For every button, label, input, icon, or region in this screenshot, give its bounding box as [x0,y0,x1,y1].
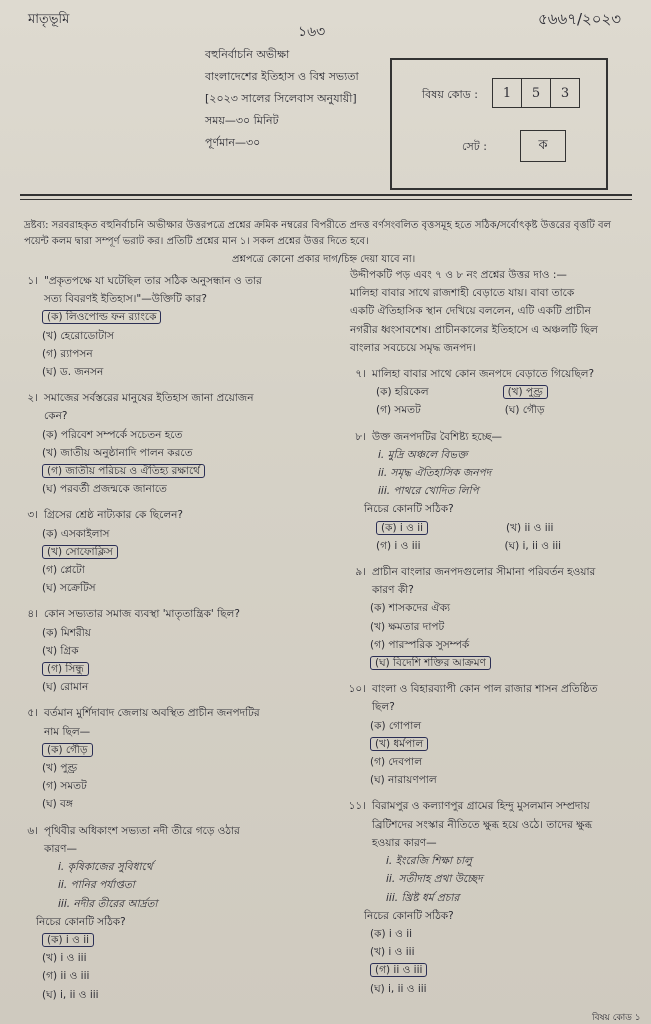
option: (ক) শাসকদের ঐক্য [370,602,451,615]
page-number: ১৬৩ [298,24,326,40]
question: ৫। বর্তমান মুর্শিদাবাদ জেলায় অবস্থিত প্রাচীন জনপদটির [27,707,260,720]
option: (ঘ) নারায়ণপাল [370,774,437,787]
question: ৯। প্রাচীন বাংলার জনপদগুলোর সীমানা পরিবর্তন হওয়ার [355,566,596,579]
note: প্রশ্নপত্রে কোনো প্রকার দাগ/চিহ্ন দেয়া যাবে না। [232,254,416,265]
option: (খ) পুণ্ড্র [42,762,78,775]
option: (ঘ) রোমান [42,681,89,694]
option: (গ) ii ও iii [42,970,90,983]
option: (খ) i ও iii [370,946,415,959]
question: ৭। মালিহা বাবার সাথে কোন জনপদে বেড়াতে গিয়েছিল? [355,368,595,381]
question: ৪। কোন সভ্যতার সমাজ ব্যবস্থা 'মাতৃতান্ত্রিক' ছিল? [27,608,240,621]
subject-code-digit: 1 [493,79,522,107]
option: (গ) সমতট [42,780,87,793]
newspaper-name: মাতৃভূমি [28,12,70,27]
option: (গ) র‍্যাপসন [42,347,93,360]
option: (ঘ) i, ii ও iii [370,982,427,995]
subject-code [492,78,580,108]
option: (ঘ) i, ii ও iii [42,988,99,1001]
option: (ক) i ও ii [370,927,413,940]
question: ৩। গ্রিসের শ্রেষ্ঠ নাট্যকার কে ছিলেন? [27,509,183,522]
instructions: দ্রষ্টব্য: সরবরাহকৃত বহুনির্বাচনি অভীক্ষার উত্তরপত্রে প্রশ্নের ক্রমিক নম্বরের বিপরীতে প্রদত্ত বর্ণসংবলিত বৃত্তসমূহ হতে সঠিক/সর্বোৎকৃষ্ট উত্তরের বৃত্তটি বল পয়েন্ট কলম দ্বারা সম্পূর্ণ ভরাট কর। প্রতিটি প্রশ্নের মান ১। সকল প্রশ্নের উত্তর দিতে হবে। [24,220,612,247]
option: (ক) গৌড় [8,741,330,759]
option: (গ) ii ও iii [336,961,646,979]
option: (ক) লিওপোল্ড ফন র‍্যাংকে [8,308,330,326]
option: (ঘ) ড. জনসন [42,366,104,379]
option: (খ) সোফোক্লিস [8,543,330,561]
option: (খ) i ও iii [42,952,87,965]
set-label: সেট : [462,140,487,153]
divider [20,194,632,196]
option: (খ) গ্রিক [42,644,79,657]
option: (ঘ) বঙ্গ [42,798,73,811]
option: (ঘ) সক্রেটিস [42,582,96,595]
exam-title: বহুনির্বাচনি অভীক্ষা [205,48,290,61]
option: (গ) i ও iii (ঘ) i, ii ও iii [376,539,562,552]
option: (ক) i ও ii [8,931,330,949]
corner-note: বিষয় কোড ১ [592,1013,641,1023]
set-value: ক [520,130,566,162]
question: ৬। পৃথিবীর অধিকাংশ সভ্যতা নদী তীরে গড়ে ওঠার [27,824,240,837]
option: (ঘ) বিদেশি শক্তির আক্রমণ [336,654,646,672]
option: (খ) হেরোডোটাস [42,329,114,342]
question: ৮। উক্ত জনপদটির বৈশিষ্ট্য হচ্ছে— [355,430,503,443]
option: (ক) গোপাল [370,719,422,732]
option: (ক) হরিকেল (খ) পুণ্ড্র [336,383,646,401]
option: (খ) ধর্মপাল [336,735,646,753]
option: (খ) ক্ষমতার দাপট [370,620,445,633]
divider [20,199,632,200]
option: (ক) i ও ii (খ) ii ও iii [336,519,646,537]
code-box [390,58,608,190]
exam-subject: বাংলাদেশের ইতিহাস ও বিশ্ব সভ্যতা [205,70,359,83]
subject-code-label: বিষয় কোড : [422,88,478,101]
exam-marks: পূর্ণমান—৩০ [205,136,261,149]
option: (গ) পারস্পরিক সুসম্পর্ক [370,638,470,651]
passage-line: নগরীর ধ্বংসাবশেষ। প্রাচীনকালের ইতিহাসে এ অঞ্চলটি ছিল [350,323,598,336]
option: (ঘ) পরবর্তী প্রজন্মকে জানাতে [42,483,167,496]
option: (গ) সমতট (ঘ) গৌড় [376,404,545,417]
option: (গ) প্লেটো [42,564,85,577]
question: ১০। বাংলা ও বিহারব্যাপী কোন পাল রাজার শাসন প্রতিষ্ঠিত [348,683,598,696]
option: (গ) সিন্ধু [8,660,330,678]
exam-info [205,44,395,154]
question: ২। সমাজের সর্বস্তরের মানুষের ইতিহাস জানা প্রয়োজন [27,392,254,405]
option: (ক) মিশরীয় [42,626,91,639]
question: ১১। বিরামপুর ও কল্যাণপুর গ্রামের হিন্দু মুসলমান সম্প্রদায় [348,800,590,813]
reference-number: ৫৬৬৭/২০২৩ [538,10,622,28]
passage-line: মালিহা বাবার সাথে রাজশাহী বেড়াতে যায়। বাবা তাকে [350,287,575,300]
subject-code-digit: 5 [522,79,551,107]
stimulus-stem: উদ্দীপকটি পড় এবং ৭ ও ৮ নং প্রশ্নের উত্তর দাও :— [350,269,567,281]
subject-code-digit: 3 [560,85,570,101]
option: (ক) এসকাইলাস [42,527,110,540]
exam-time: সময়—৩০ মিনিট [205,114,279,127]
exam-syllabus: [২০২৩ সালের সিলেবাস অনুযায়ী] [205,92,357,105]
passage-line: বাংলার সবচেয়ে সমৃদ্ধ জনপদ। [350,341,476,354]
option: (গ) জাতীয় পরিচয় ও ঐতিহ্য রক্ষার্থে [8,462,330,480]
question: ১। "প্রকৃতপক্ষে যা ঘটেছিল তার সঠিক অনুসন্ধান ও তার [27,275,262,287]
left-column: ১। "প্রকৃতপক্ষে যা ঘটেছিল তার সঠিক অনুসন্ধান ও তার সত্য বিবরণই ইতিহাস।"—উক্তিটি কার? (ক) লিওপোল্ড ফন র‍্যাংকে (খ) হেরোডোটাস (গ) র‍্যাপসন (ঘ) ড. জনসন ২। সমাজের সর্বস্তরের মানুষের ইতিহাস জানা প্রয়োজন কেন? (ক) পরিবেশ সম্পর্কে সচেতন হতে (খ) জাতীয় অনুষ্ঠানাদি পালন করতে (গ) জাতীয় পরিচয় ও ঐতিহ্য রক্ষার্থে (ঘ) পরবর্তী প্রজন্মকে জানাতে ৩। গ্রিসের শ্রেষ্ঠ নাট্যকার কে ছিলেন? (ক) এসকাইলাস (খ) সোফোক্লিস (গ) প্লেটো (ঘ) সক্রেটিস ৪। কোন সভ্যতার সমাজ ব্যবস্থা 'মাতৃতান্ত্রিক' ছিল? (ক) মিশরীয় (খ) গ্রিক (গ) সিন্ধু (ঘ) রোমান ৫। বর্তমান মুর্শিদাবাদ জেলায় অবস্থিত প্রাচীন জনপদটির নাম ছিল— (ক) গৌড় (খ) পুণ্ড্র (গ) সমতট (ঘ) বঙ্গ ৬। পৃথিবীর অধিকাংশ সভ্যতা নদী তীরে গড়ে ওঠার কারণ— i. কৃষিকাজের সুবিধার্থে ii. পানির পর্যাপ্ততা iii. নদীর তীরের আর্দ্রতা নিচের কোনটি সঠিক? (ক) i ও ii (খ) i ও iii (গ) ii ও iii (ঘ) i, ii ও iii [8,272,330,1004]
option: (খ) জাতীয় অনুষ্ঠানাদি পালন করতে [42,446,193,459]
option: (গ) দেবপাল [370,756,423,769]
option: (ক) পরিবেশ সম্পর্কে সচেতন হতে [42,428,183,441]
right-column: উদ্দীপকটি পড় এবং ৭ ও ৮ নং প্রশ্নের উত্তর দাও :— মালিহা বাবার সাথে রাজশাহী বেড়াতে যায়। বাবা তাকে একটি ঐতিহাসিক স্থান দেখিয়ে বললেন, এটি একটি প্রাচীন নগরীর ধ্বংসাবশেষ। প্রাচীনকালের ইতিহাসে এ অঞ্চলটি ছিল বাংলার সবচেয়ে সমৃদ্ধ জনপদ। ৭। মালিহা বাবার সাথে কোন জনপদে বেড়াতে গিয়েছিল? (ক) হরিকেল (খ) পুণ্ড্র (গ) সমতট (ঘ) গৌড় ৮। উক্ত জনপদটির বৈশিষ্ট্য হচ্ছে— i. মুদ্রি অঞ্চলে বিভক্ত ii. সমৃদ্ধ ঐতিহাসিক জনপদ iii. পাথরে খোদিত লিপি নিচের কোনটি সঠিক? (ক) i ও ii (খ) ii ও iii (গ) i ও iii (ঘ) i, ii ও iii ৯। প্রাচীন বাংলার জনপদগুলোর সীমানা পরিবর্তন হওয়ার কারণ কী? (ক) শাসকদের ঐক্য (খ) ক্ষমতার দাপট (গ) পারস্পরিক সুসম্পর্ক (ঘ) বিদেশি শক্তির আক্রমণ ১০। বাংলা ও বিহারব্যাপী কোন পাল রাজার শাসন প্রতিষ্ঠিত ছিল? (ক) গোপাল (খ) ধর্মপাল (গ) দেবপাল (ঘ) নারায়ণপাল ১১। বিরামপুর ও কল্যাণপুর গ্রামের হিন্দু মুসলমান সম্প্রদায় ব্রিটিশদের সংস্কার নীতিতে ক্ষুব্ধ হয়ে ওঠে। তাদের ক্ষুব্ধ হওয়ার কারণ— i. ইংরেজি শিক্ষা চালু ii. সতীদাহ প্রথা উচ্ছেদ iii. খ্রিষ্ট ধর্ম প্রচার নিচের কোনটি সঠিক? (ক) i ও ii (খ) i ও iii (গ) ii ও iii (ঘ) i, ii ও iii [336,266,646,998]
passage-line: একটি ঐতিহাসিক স্থান দেখিয়ে বললেন, এটি একটি প্রাচীন [350,305,591,318]
